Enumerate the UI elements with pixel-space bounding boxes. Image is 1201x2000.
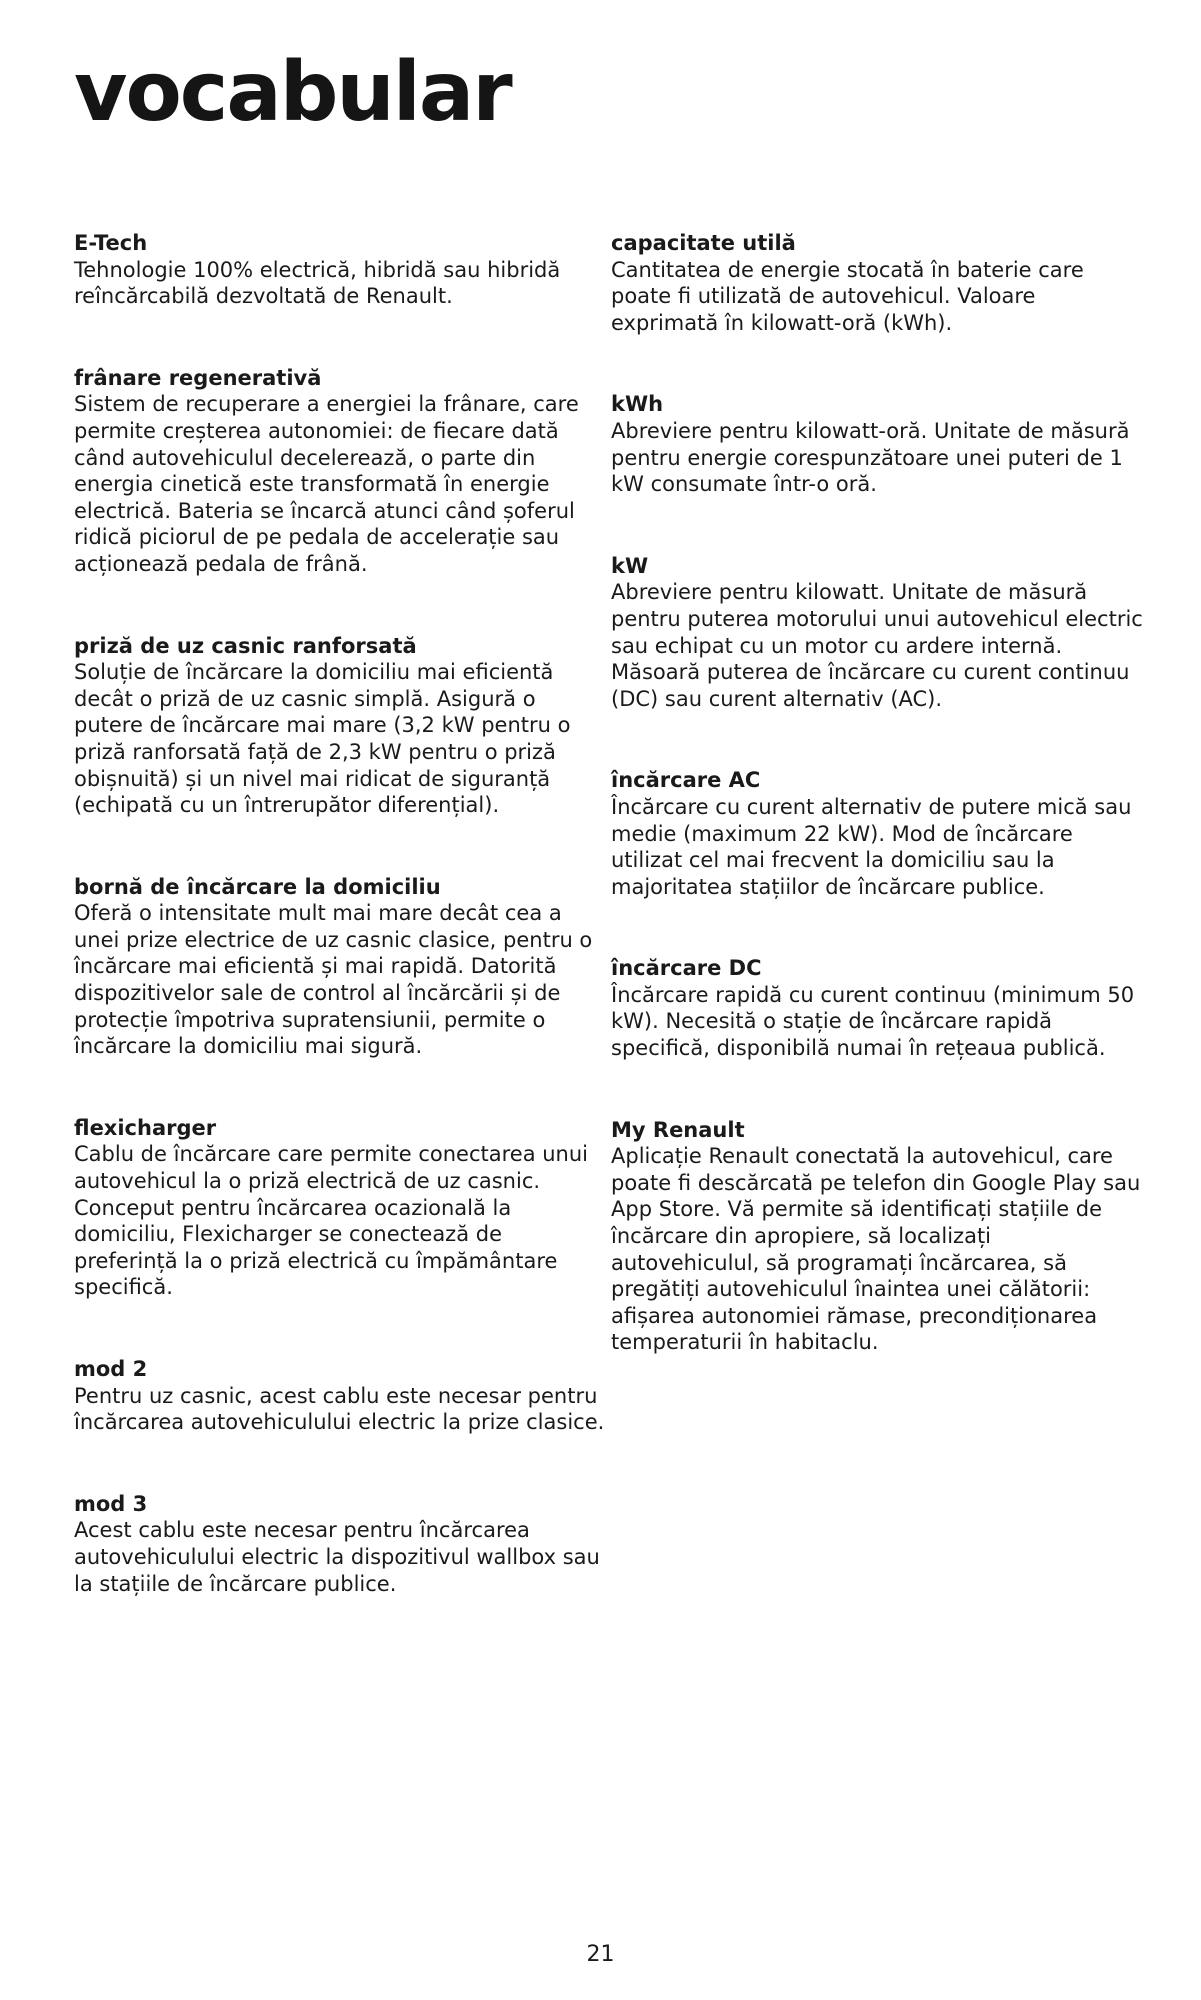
entry-definition: Încărcare cu curent alternativ de putere mică sau medie (maximum 22 kW). Mod de încărcare utilizat cel mai frecvent la domiciliu sau la majoritatea stațiilor de încărcare publice. [611,794,1132,899]
entry-definition: Pentru uz casnic, acest cablu este necesar pentru încărcarea autovehiculului electric la prize clasice. [74,1383,605,1435]
vocabulary-entry-incarcare-dc [611,955,1143,1061]
entry-definition: Abreviere pentru kilowatt. Unitate de măsură pentru puterea motorului unui autovehicul electric sau echipat cu un motor cu ardere internă. Măsoară puterea de încărcare cu curent continuu (DC) sau curent alternativ (AC). [611,580,1143,711]
page-title: vocabular [74,45,511,140]
entry-term: mod 2 [74,1357,148,1381]
entry-definition: Soluție de încărcare la domiciliu mai eficientă decât o priză de uz casnic simplă. Asigură o putere de încărcare mai mare (3,2 kW pentru o priză ranforsată față de 2,3 kW pentru o priză obișnuită) și un nivel mai ridicat de siguranță (echipată cu un întrerupător diferențial). [74,660,571,818]
entry-definition: Oferă o intensitate mult mai mare decât cea a unei prize electrice de uz casnic clasice, pentru o încărcare mai eficientă și mai rapidă. Datorită dispozitivelor sale de control al încărcării și de protecție împotriva supratensiunii, permite o încărcare la domiciliu mai sigură. [74,901,593,1059]
entry-term: priză de uz casnic ranforsată [74,633,417,658]
entry-term: mod 3 [74,1491,148,1516]
entry-definition: Cablu de încărcare care permite conectarea unui autovehicul la o priză electrică de uz casnic. Conceput pentru încărcarea ocazională la domiciliu, Flexicharger se conectează de preferință la o priză electrică cu împământare specifică. [74,1142,589,1300]
entry-term: flexicharger [74,1115,217,1140]
vocabulary-entry-franare-regenerativa [74,365,606,578]
vocabulary-entry-mod-2 [74,1356,606,1436]
entry-definition: Abreviere pentru kilowatt-oră. Unitate de măsură pentru energie corespunzătoare unei puteri de 1 kW consumate într-o oră. [611,418,1130,497]
vocabulary-entry-mod-3 [74,1491,606,1597]
vocabulary-entry-priza-ranforsata [74,633,606,819]
vocabulary-entry-my-renault [611,1117,1143,1356]
entry-term: kWh [611,392,664,417]
vocabulary-entry-kwh [611,391,1143,497]
entry-definition: Cantitatea de energie stocată în baterie care poate fi utilizată de autovehicul. Valoare exprimată în kilowatt-oră (kWh). [611,257,1084,335]
entry-term: kW [611,553,649,578]
entry-definition: Tehnologie 100% electrică, hibridă sau hibridă reîncărcabilă dezvoltată de Renault. [74,257,561,309]
entry-definition: Încărcare rapidă cu curent continuu (minimum 50 kW). Necesită o stație de încărcare rapidă specifică, disponibilă numai în rețeaua publică. [611,982,1135,1061]
vocabulary-column-left [74,230,606,1597]
entry-definition: Aplicație Renault conectată la autovehicul, care poate fi descărcată pe telefon din Google Play sau App Store. Vă permite să identificați stațiile de încărcare din apropiere, să localizați autovehiculul, să programați încărcarea, să pregătiți autovehiculul înaintea unei călătorii: afișarea autonomiei rămase, precondiționarea temperaturii în habitaclu. [611,1144,1141,1355]
page-number: 21 [586,1942,615,1967]
entry-term: E-Tech [74,231,148,255]
entry-term: bornă de încărcare la domiciliu [74,874,441,899]
entry-term: capacitate utilă [611,231,796,255]
vocabulary-entry-kw [611,553,1143,713]
vocabulary-entry-e-tech [74,230,606,310]
vocabulary-entry-borna-incarcare [74,874,606,1060]
entry-term: încărcare DC [611,956,762,981]
entry-term: încărcare AC [611,768,761,793]
entry-term: My Renault [611,1117,745,1142]
vocabulary-entry-incarcare-ac [611,767,1143,900]
entry-term: frânare regenerativă [74,365,322,390]
entry-definition: Sistem de recuperare a energiei la frânare, care permite creșterea autonomiei: de fiecare dată când autovehiculul decelerează, o parte din energia cinetică este transformată în energie electrică. Bateria se încarcă atunci când șoferul ridică piciorul de pe pedala de accelerație sau acționează pedala de frână. [74,392,579,576]
vocabulary-entry-capacitate-utila [611,230,1143,336]
entry-definition: Acest cablu este necesar pentru încărcarea autovehiculului electric la dispozitivul wallbox sau la stațiile de încărcare publice. [74,1518,600,1596]
vocabulary-entry-flexicharger [74,1115,606,1301]
vocabulary-column-right [611,230,1143,1356]
